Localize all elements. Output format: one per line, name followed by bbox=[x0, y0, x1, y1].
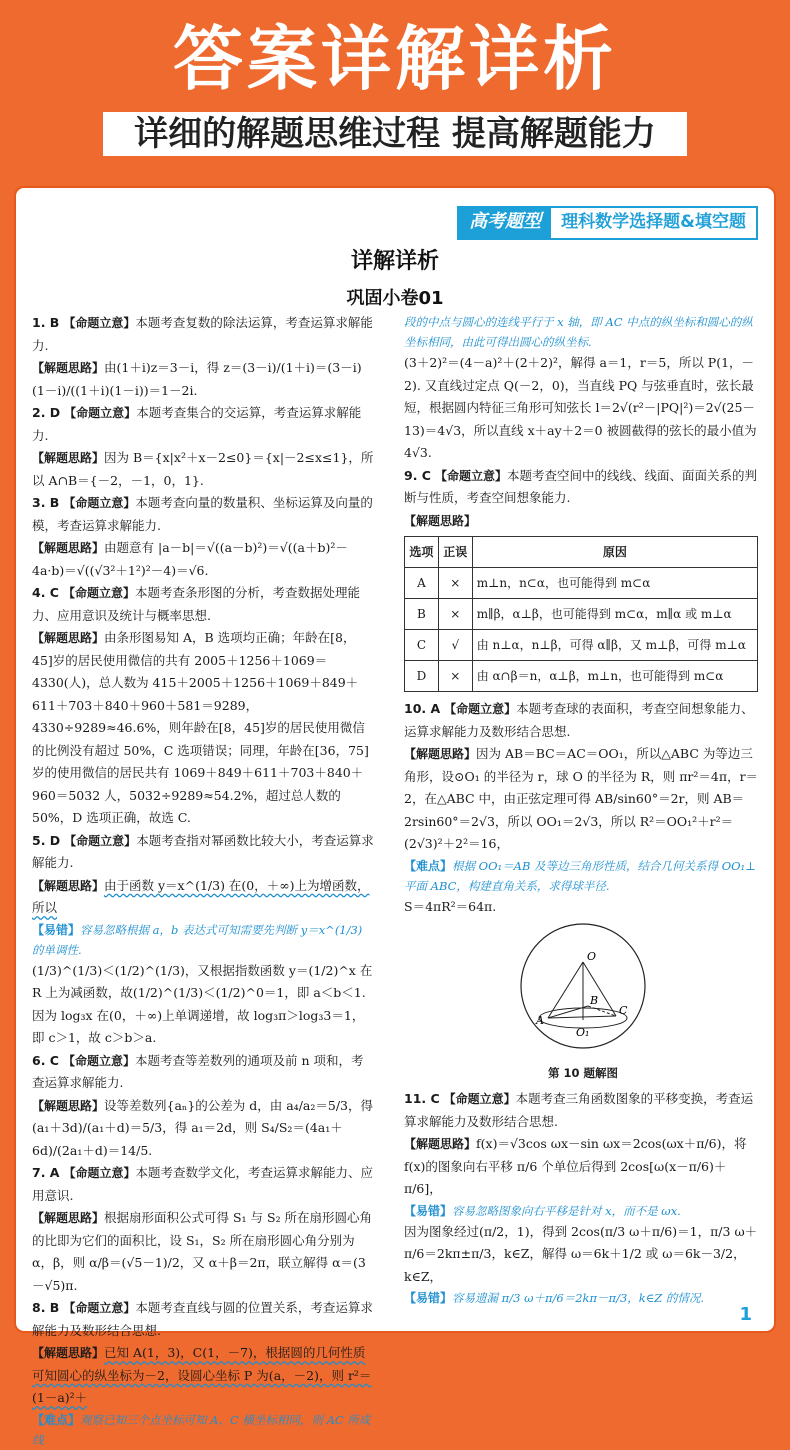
answer-result: S＝4πR²＝64π. bbox=[404, 898, 497, 914]
hero-banner bbox=[0, 0, 790, 175]
label-o: O bbox=[587, 950, 597, 963]
answer-continuation: (3＋2)²＝(4－a)²＋(2＋2)²，解得 a＝1，r＝5，所以 P(1，－2). 又直线过定点 Q(－2，0)，当直线 PQ 与弦垂直时，弦长最短，根据圆内特征三角形可知弦长 l＝2√(r²－|PQ|²)＝2√(25－13)＝4√3，所以直线 x＋ay＋2＝0 被圆截得的弦长的最小值为 4√3. bbox=[404, 355, 757, 460]
answer-continuation: (1/3)^(1/3)＜(1/2)^(1/3)，又根据指数函数 y＝(1/2)^x 在 R 上为减函数，故(1/2)^(1/3)＜(1/2)^0＝1，即 a＜b＜1. 因为 log₃x 在(0，＋∞)上单调递增，故 log₃π＞log₃3＝1，即 c＞1，故 c＞b＞a. bbox=[32, 962, 373, 1045]
badge-series: 高考题型 bbox=[459, 208, 551, 238]
answer-item: 8. B 【命题立意】本题考查直线与圆的位置关系，考查运算求解能力及数形结合思想. 【解题思路】已知 A(1，3)，C(1，－7)，根据圆的几何性质可知圆心的纵坐标为－2，设圆心坐标 P 为(a，－2)，则 r²＝(1－a)²＋ bbox=[32, 1300, 373, 1405]
answer-item: 6. C 【命题立意】本题考查等差数列的通项及前 n 项和，考查运算求解能力. 【解题思路】设等差数列{aₙ}的公差为 d，由 a₄/a₂＝5/3，得 (a₁＋3d)/(a₁＋d)＝5/3，得 a₁＝2d，则 S₄/S₂＝(4a₁＋6d)/(2a₁＋d)＝14/5. bbox=[32, 1052, 373, 1158]
exam-type-badge bbox=[457, 206, 758, 240]
difficulty-note: 【难点】观察已知三个点坐标可知 A、C 横坐标相同，则 AC 所成线 bbox=[32, 1412, 371, 1447]
answer-item: 10. A 【命题立意】本题考查球的表面积，考查空间想象能力、运算求解能力及数形结合思想. 【解题思路】因为 AB＝BC＝AC＝OO₁，所以△ABC 为等边三角形，设⊙O₁ 的半径为 r，球 O 的半径为 R，则 πr²＝4π，r＝2，在△ABC 中，由正弦定理可得 AB/sin60°＝2r，则 AB＝2rsin60°＝2√3，所以 OO₁＝2√3，所以 R²＝OO₁²＋r²＝(2√3)²＋2²＝16， bbox=[404, 701, 759, 851]
banner-title: 答案详解详析 bbox=[173, 18, 617, 100]
figure-caption: 第 10 题解图 bbox=[547, 1065, 618, 1080]
label-c: C bbox=[619, 1004, 628, 1017]
difficulty-note: 【难点】根据 OO₁＝AB 及等边三角形性质，结合几何关系得 OO₁⊥平面 ABC，构建直角关系，求得球半径. bbox=[404, 858, 756, 893]
answer-continuation: 因为图象经过(π/2，1)，得到 2cos(π/3 ω＋π/6)＝1，π/3 ω＋π/6＝2kπ±π/3，k∈Z，解得 ω＝6k＋1/2 或 ω＝6k－3/2，k∈Z， bbox=[404, 1223, 758, 1284]
header-correctness: 正误 bbox=[438, 537, 472, 568]
sphere-diagram bbox=[404, 920, 762, 1060]
answer-item: 3. B 【命题立意】本题考查向量的数量积、坐标运算及向量的模，考查运算求解能力. 【解题思路】由题意有 |a－b|＝√((a－b)²)＝√((a＋b)²－4a·b)＝√((√3²＋1²)²－4)＝√6. bbox=[32, 495, 373, 578]
answer-page bbox=[14, 186, 776, 1447]
page-number: 1 bbox=[739, 1304, 752, 1325]
trap-note: 【易错】容易忽略图象向右平移是针对 x，而不是 ωx. bbox=[404, 1203, 681, 1218]
answer-item: 11. C 【命题立意】本题考查三角函数图象的平移变换，考查运算求解能力及数形结合思想. 【解题思路】f(x)＝√3cos ωx－sin ωx＝2cos(ωx＋π/6)，将 f(x)的图象向右平移 π/6 个单位后得到 2cos[ω(x－π/6)＋π/6]， bbox=[404, 1091, 754, 1196]
right-column bbox=[404, 312, 762, 1308]
label-b: B bbox=[590, 994, 599, 1007]
page-subtitle: 巩固小卷01 bbox=[346, 288, 444, 309]
table-row: C √ 由 n⊥α，n⊥β，可得 α∥β，又 m⊥β，可得 m⊥α bbox=[405, 630, 758, 661]
answer-item: 5. D 【命题立意】本题考查指对幂函数比较大小，考查运算求解能力. 【解题思路】由于函数 y＝x^(1/3) 在(0，＋∞)上为增函数，所以 bbox=[32, 832, 374, 915]
trap-note: 【易错】容易忽略根据 a，b 表达式可知需要先判断 y＝x^(1/3) 的单调性. bbox=[32, 922, 363, 957]
banner-subtitle: 详细的解题思维过程 提高解题能力 bbox=[103, 112, 687, 156]
trap-note: 【易错】容易遗漏 π/3 ω＋π/6＝2kπ－π/3，k∈Z 的情况. bbox=[404, 1291, 705, 1305]
difficulty-note-cont: 段的中点与圆心的连线平行于 x 轴，即 AC 中点的纵坐标和圆心的纵坐标相同，由此可得出圆心的纵坐标. bbox=[404, 315, 753, 349]
header-reason: 原因 bbox=[472, 537, 757, 568]
page-title: 详解详析 bbox=[350, 249, 439, 274]
label-o1: O₁ bbox=[576, 1026, 590, 1039]
table-row: A × m⊥n，n⊂α，也可能得到 m⊂α bbox=[405, 568, 758, 599]
header-option: 选项 bbox=[405, 537, 439, 568]
badge-subject: 理科数学选择题&填空题 bbox=[561, 212, 746, 232]
option-analysis-table bbox=[404, 536, 758, 692]
answer-item: 7. A 【命题立意】本题考查数学文化，考查运算求解能力、应用意识. 【解题思路】根据扇形面积公式可得 S₁ 与 S₂ 所在扇形圆心角的比即为它们的面积比，设 S₁，S₂ 所在扇形圆心角分别为 α，β，则 α/β＝(√5－1)/2，又 α＋β＝2π，联立解得 α＝(3－√5)π. bbox=[32, 1165, 373, 1293]
sphere-figure bbox=[508, 920, 658, 1052]
table-row: B × m∥β，α⊥β，也可能得到 m⊂α，m∥α 或 m⊥α bbox=[405, 599, 758, 630]
table-header-row bbox=[405, 537, 758, 568]
label-a: A bbox=[536, 1014, 544, 1027]
answer-item: 9. C 【命题立意】本题考查空间中的线线、线面、面面关系的判断与性质，考查空间想象能力. 【解题思路】 bbox=[404, 467, 757, 528]
answer-item: 4. C 【命题立意】本题考查条形图的分析，考查数据处理能力、应用意识及统计与概率思想. 【解题思路】由条形图易知 A，B 选项均正确；年龄在[8，45]岁的居民使用微信的共有 2005＋1256＋1069＝4330(人)，总人数为 415＋2005＋1256＋1069＋849＋611＋703＋840＋960＋581＝9289，4330÷9289≈46.6%，则年龄在[8，45]岁的居民使用微信的比例没有超过 50%，C 选项错误；同理，年龄在[36，75]岁的使用微信的居民共有 1069＋849＋611＋703＋840＋960＝5032 人，5032÷9289≈54.2%，超过总人数的 50%，D 选项正确，故选 C. bbox=[32, 585, 369, 825]
left-column bbox=[32, 312, 374, 1450]
answer-item: 2. D 【命题立意】本题考查集合的交运算，考查运算求解能力. 【解题思路】因为 B＝{x|x²＋x－2≤0}＝{x|－2≤x≤1}，所以 A∩B＝{－2，－1，0，1}. bbox=[32, 405, 374, 488]
answer-item: 1. B 【命题立意】本题考查复数的除法运算，考查运算求解能力. 【解题思路】由(1＋i)z＝3－i，得 z＝(3－i)/(1＋i)＝(3－i)(1－i)/((1＋i)(1－i))＝1－2i. bbox=[32, 315, 373, 398]
table-row: D × 由 α∩β＝n，α⊥β，m⊥n，也可能得到 m⊂α bbox=[405, 661, 758, 692]
